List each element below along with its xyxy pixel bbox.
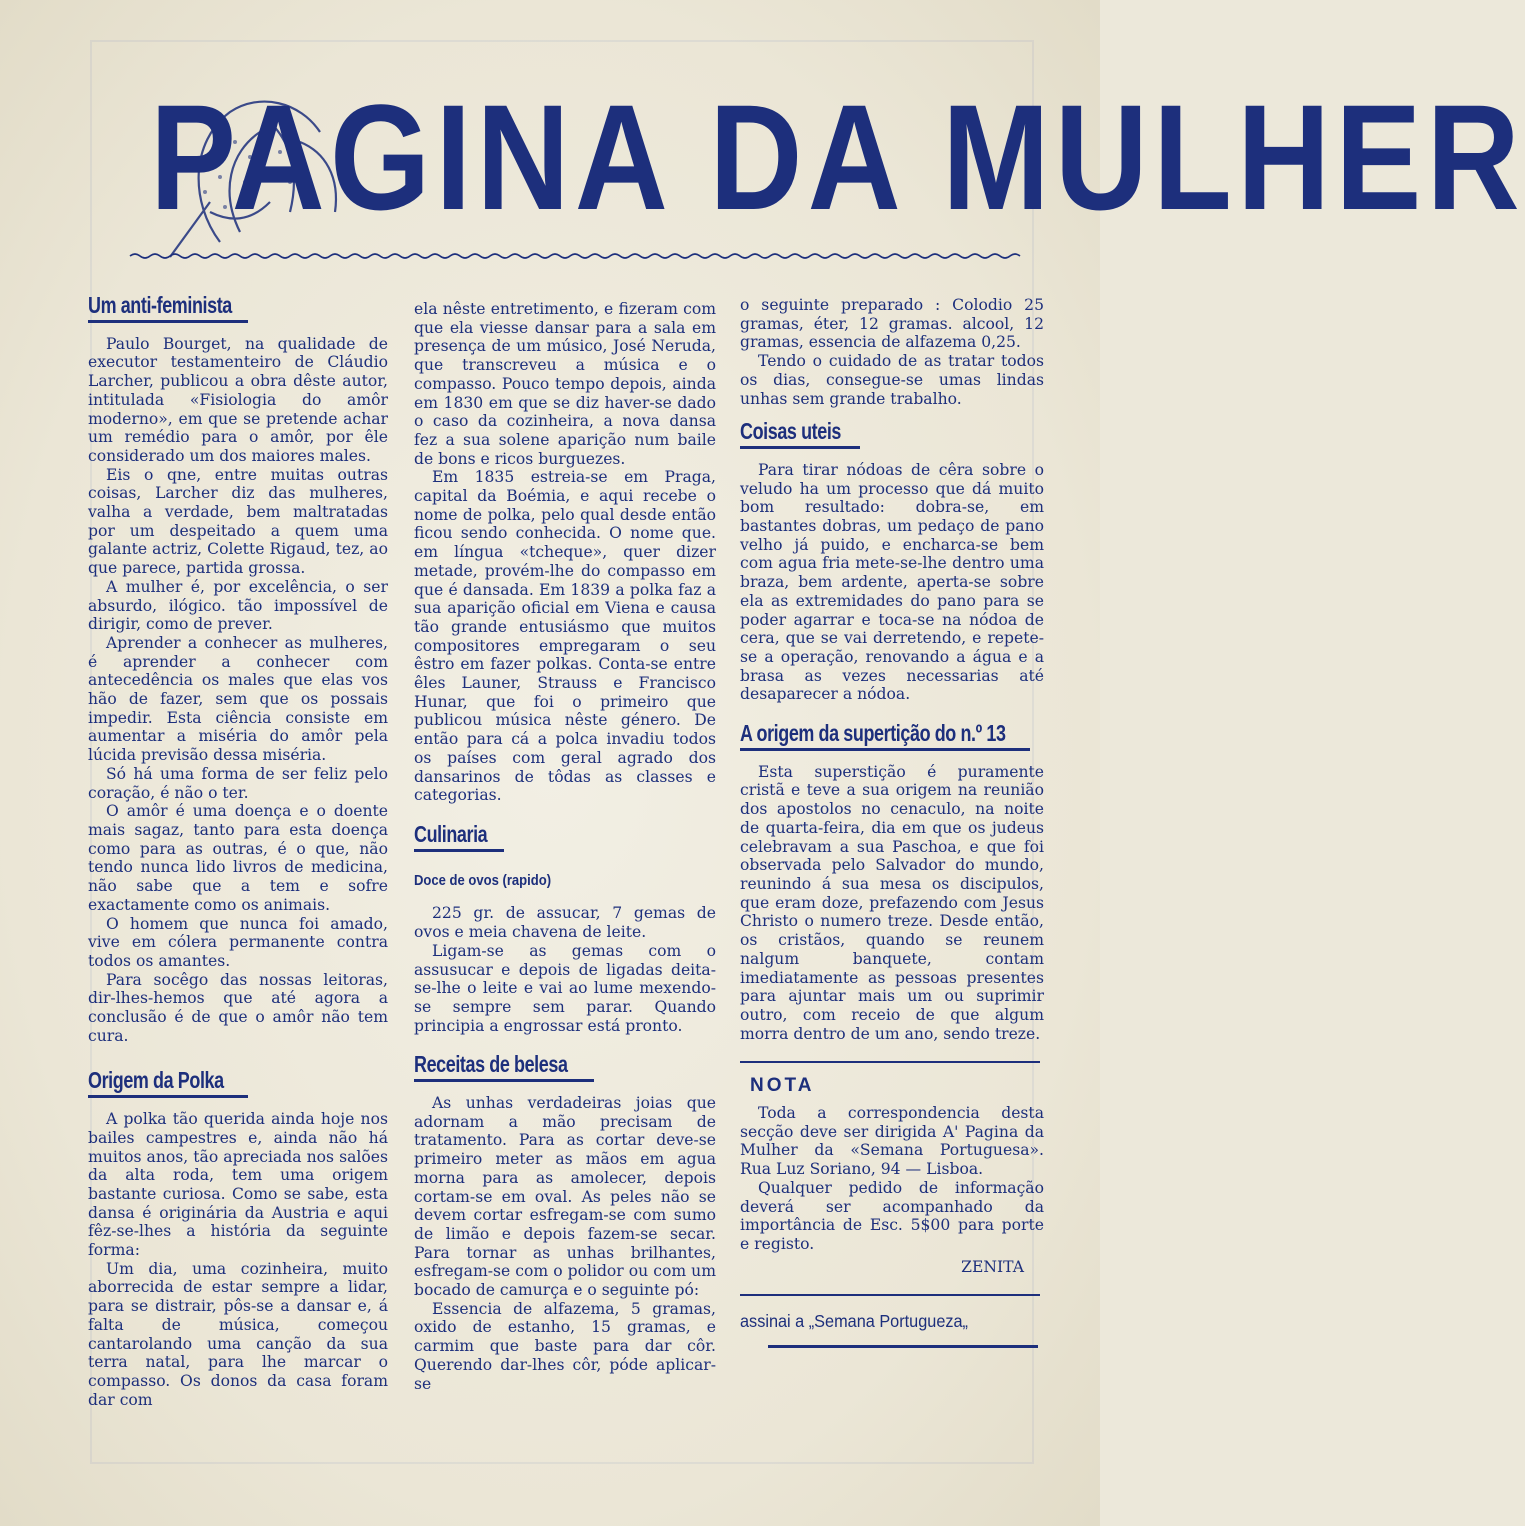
subscribe-notice: assinai a „Semana Portugueza„ bbox=[740, 1311, 968, 1332]
heading-rule bbox=[88, 1095, 248, 1098]
masthead bbox=[150, 62, 1525, 262]
heading-rule bbox=[740, 446, 860, 449]
paragraph: Eis o qne, entre muitas outras coisas, Larcher diz das mulheres, valha a verdade, bem maltratadas por um despeitado a quem uma galante actriz, Colette Rigaud, tez, ao que parece, partida grossa. bbox=[88, 465, 388, 578]
heading-origem-13: A origem da supertição do n.º 13 bbox=[740, 720, 1006, 747]
heading-origem-polka: Origem da Polka bbox=[88, 1067, 224, 1094]
paragraph: As unhas verdadeiras joias que adornam a mão precisam de tratamento. Para as cortar deve-se primeiro meter as mãos em agua morna para as amolecer, depois cortam-se em oval. As peles não se devem cortar esfregam-se com sumo de limão e depois fazem-se secar. Para tornar as unhas brilhantes, esfregam-se com o polidor ou com um bocado de camurça e o seguinte pó: bbox=[414, 1094, 716, 1300]
masthead-wavy-rule bbox=[130, 252, 1020, 260]
paragraph: Só há uma forma de ser feliz pelo coração, é não o ter. bbox=[88, 764, 388, 802]
paragraph: Qualquer pedido de informação deverá ser acompanhado da importância de Esc. 5$00 para porte e registo. bbox=[740, 1178, 1044, 1253]
column-left bbox=[88, 292, 388, 1409]
paragraph: A polka tão querida ainda hoje nos bailes campestres e, ainda não há muitos anos, tão apreciada nos salões da alta roda, tem uma origem bastante curiosa. Como se sabe, esta dansa é originária da Austria e aqui fêz-se-lhes a história da seguinte forma: bbox=[88, 1110, 388, 1260]
heading-rule bbox=[414, 1079, 594, 1082]
nota-top-rule bbox=[740, 1061, 1040, 1063]
masthead-title: PAGINA DA MULHER bbox=[150, 73, 1525, 241]
heading-rule bbox=[414, 849, 504, 852]
heading-rule bbox=[740, 748, 1030, 751]
paragraph: Ligam-se as gemas com o assusucar e depois de ligadas deita-se-lhe o leite e vai ao lume mexendo-se sempre sem parar. Quando principia a engrossar está pronto. bbox=[414, 941, 716, 1035]
paragraph: Um dia, uma cozinheira, muito aborrecida de estar sempre a lidar, para se distrair, pôs-se a dansar e, á falta de música, começou cantarolando uma canção da sua terra natal, para lhe marcar o compasso. Os donos da casa foram dar com bbox=[88, 1259, 388, 1409]
subscribe-rule bbox=[768, 1345, 1038, 1348]
paragraph: 225 gr. de assucar, 7 gemas de ovos e meia chavena de leite. bbox=[414, 904, 716, 942]
paragraph: O amôr é uma doença e o doente mais sagaz, tanto para esta doença como para as outras, é o que, não tendo nunca lido livros de medicina, não sabe que a tem e sofre exactamente como os animais. bbox=[88, 802, 388, 914]
heading-receitas-belesa: Receitas de belesa bbox=[414, 1051, 568, 1078]
paragraph: Essencia de alfazema, 5 gramas, oxido de estanho, 15 gramas, e carmim que baste para dar côr. Querendo dar-lhes côr, póde aplicar-se bbox=[414, 1299, 716, 1393]
paragraph: Para tirar nódoas de cêra sobre o veludo ha um processo que dá muito bom resultado: dobra-se, em bastantes dobras, um pedaço de pano velho já puido, e encharca-se bem com agua fria mete-se-lhe dentro uma braza, bem ardente, aperta-se sobre ela as extremidades do pano para se poder agarrar e toca-se na nódoa de cera, que se vai derretendo, e repete-se a operação, renovando a água e a brasa as vezes necessarias até desaparecer a nódoa. bbox=[740, 460, 1044, 704]
heading-culinaria: Culinaria bbox=[414, 820, 488, 847]
signature: ZENITA bbox=[961, 1257, 1024, 1276]
column-right bbox=[740, 296, 1044, 1348]
paragraph: o seguinte preparado : Colodio 25 gramas, éter, 12 gramas. alcool, 12 gramas, essencia de alfazema 0,25. bbox=[740, 296, 1044, 352]
paragraph: O homem que nunca foi amado, vive em cólera permanente contra todos os amantes. bbox=[88, 914, 388, 970]
paragraph: Esta superstição é puramente cristã e teve a sua origem na reunião dos apostolos no cenaculo, na noite de quarta-feira, dia em que os judeus celebravam a sua Paschoa, e que foi observada pelo Salvador do mundo, reunindo á sua mesa os discipulos, que eram doze, prefazendo com Jesus Christo o numero treze. Desde então, os cristãos, quando se reunem nalgum banquete, contam imediatamente as pessoas presentes para ajuntar mais um ou suprimir outro, com receio de que algum morra dentro de um ano, sendo treze. bbox=[740, 762, 1044, 1043]
recipe-title: Doce de ovos (rapido) bbox=[414, 872, 552, 889]
paragraph: ela nêste entretimento, e fizeram com que ela viesse dansar para a sala em presença de um músico, José Neruda, que transcreveu a música e o compasso. Pouco tempo depois, ainda em 1830 em que se diz haver-se dado o caso da cozinheira, a nova dansa fez a sua solene aparição num baile de bons e ricos burguezes. bbox=[414, 300, 716, 468]
paragraph: A mulher é, por excelência, o ser absurdo, ilógico. tão impossível de dirigir, como de prever. bbox=[88, 577, 388, 634]
paragraph: Para socêgo das nossas leitoras, dir-lhes-hemos que até agora a conclusão é de que o amôr não tem cura. bbox=[88, 970, 388, 1045]
heading-rule bbox=[88, 320, 248, 323]
paragraph: Paulo Bourget, na qualidade de executor testamenteiro de Cláudio Larcher, publicou a obra dêste autor, intitulada «Fisiologia do amôr moderno», em que se pretende achar um remédio para o amôr, por êle considerado um dos maiores males. bbox=[88, 334, 388, 465]
heading-anti-feminista: Um anti-feminista bbox=[88, 292, 232, 318]
paragraph: Toda a correspondencia desta secção deve ser dirigida A' Pagina da Mulher da «Semana Portuguesa». Rua Luz Soriano, 94 — Lisboa. bbox=[740, 1104, 1044, 1179]
paragraph: Em 1835 estreia-se em Praga, capital da Boémia, e aqui recebe o nome de polka, pelo qual desde então ficou sendo conhecida. O nome que. em língua «tcheque», quer dizer metade, provém-lhe do compasso em que é dansada. Em 1839 a polka faz a sua aparição oficial em Viena e causa tão grande entusiásmo que muitos compositores empregaram o seu êstro em fazer polkas. Conta-se entre êles Launer, Strauss e Francisco Hunar, que foi o primeiro que publicou música nêste género. De então para cá a polca invadiu todos os países com geral agrado dos dansarinos de tôdas as classes e categorias. bbox=[414, 468, 716, 805]
heading-coisas-uteis: Coisas uteis bbox=[740, 418, 842, 445]
paragraph: Aprender a conhecer as mulheres, é aprender a conhecer com antecedência os males que elas vos hão de fazer, sem que os possais impedir. Esta ciência consiste em aumentar a miséria do amôr pela lúcida previsão dessa miséria. bbox=[88, 633, 388, 765]
column-middle bbox=[414, 300, 716, 1393]
nota-bottom-rule bbox=[740, 1294, 1040, 1296]
paragraph: Tendo o cuidado de as tratar todos os dias, consegue-se umas lindas unhas sem grande trabalho. bbox=[740, 352, 1044, 408]
nota-title: NOTA bbox=[750, 1075, 815, 1097]
